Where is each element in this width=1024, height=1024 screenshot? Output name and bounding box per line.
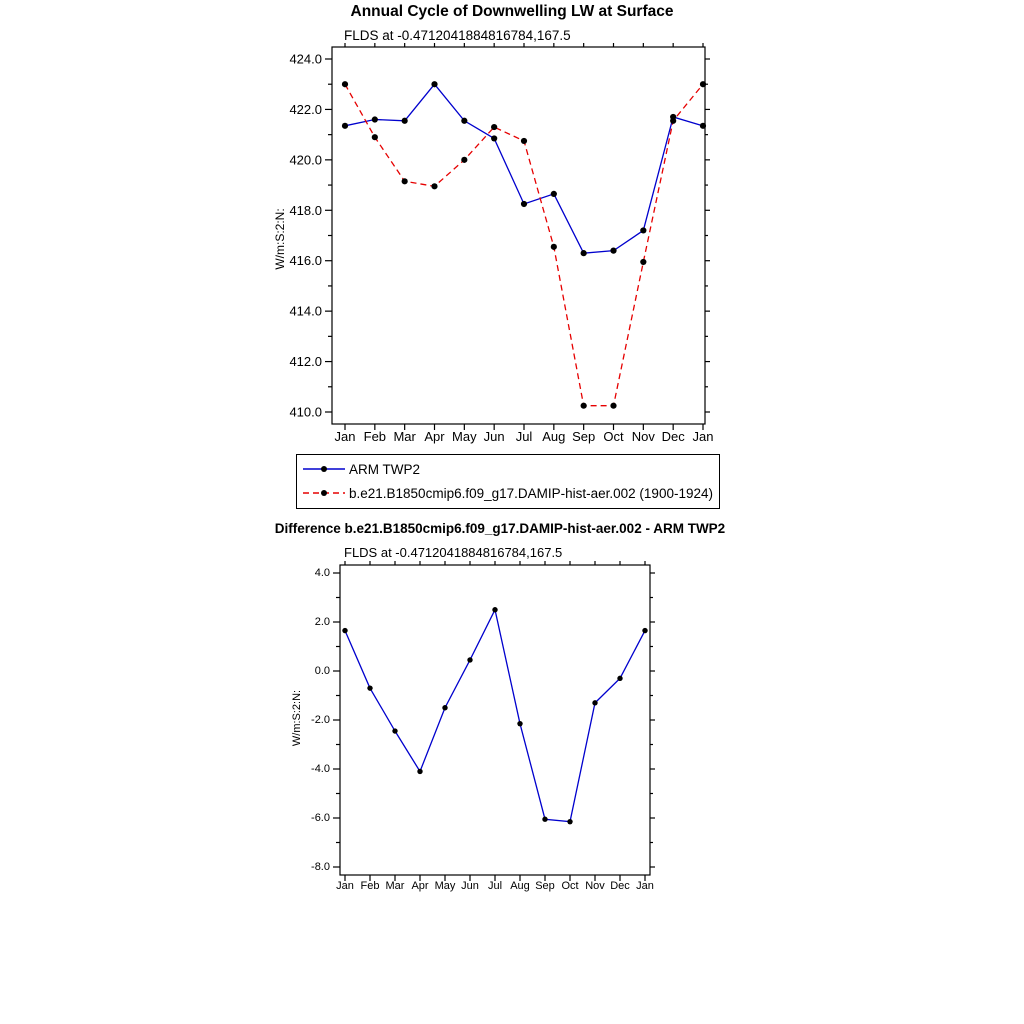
svg-text:0.0: 0.0: [314, 665, 330, 677]
svg-text:422.0: 422.0: [289, 101, 322, 117]
difference-chart-subtitle: FLDS at -0.4712041884816784,167.5: [344, 545, 563, 560]
svg-text:May: May: [452, 429, 477, 444]
top-chart-y-axis-label: W/m:S:2:N:: [273, 208, 287, 270]
svg-text:420.0: 420.0: [289, 152, 322, 168]
legend-line-solid-icon: [301, 459, 347, 479]
difference-chart-plot: [270, 558, 690, 903]
svg-text:Dec: Dec: [610, 880, 630, 892]
svg-text:Apr: Apr: [424, 429, 445, 444]
legend-label: ARM TWP2: [349, 461, 421, 477]
svg-text:Jul: Jul: [515, 429, 533, 444]
axes: [325, 43, 710, 430]
legend-label: b.e21.B1850cmip6.f09_g17.DAMIP-hist-aer.002 (1900-1924): [349, 485, 713, 501]
svg-text:-4.0: -4.0: [311, 763, 330, 775]
svg-text:-2.0: -2.0: [311, 714, 330, 726]
svg-text:Nov: Nov: [631, 429, 655, 444]
svg-text:412.0: 412.0: [289, 354, 322, 370]
svg-text:Apr: Apr: [411, 880, 429, 892]
svg-text:414.0: 414.0: [289, 303, 322, 319]
svg-text:424.0: 424.0: [289, 51, 322, 67]
svg-text:May: May: [434, 880, 456, 892]
svg-text:Jan: Jan: [692, 429, 714, 444]
svg-text:Nov: Nov: [585, 880, 605, 892]
svg-text:Jun: Jun: [461, 880, 479, 892]
svg-text:Mar: Mar: [385, 880, 405, 892]
svg-text:4.0: 4.0: [314, 567, 330, 579]
svg-text:Oct: Oct: [603, 429, 624, 444]
svg-text:Aug: Aug: [510, 880, 530, 892]
series-line-1: [345, 84, 703, 405]
svg-text:416.0: 416.0: [289, 253, 322, 269]
svg-text:Dec: Dec: [661, 429, 685, 444]
series-markers-0: [342, 81, 706, 256]
series-line-0: [345, 610, 645, 822]
svg-text:Jul: Jul: [487, 880, 503, 892]
legend: [296, 454, 720, 509]
top-chart-subtitle: FLDS at -0.4712041884816784,167.5: [344, 28, 571, 43]
tick-labels: [311, 567, 654, 892]
svg-text:Aug: Aug: [542, 429, 566, 444]
svg-text:Jan: Jan: [336, 880, 354, 892]
svg-text:Sep: Sep: [535, 880, 555, 892]
svg-text:418.0: 418.0: [289, 202, 322, 218]
series-markers-0: [342, 607, 647, 824]
svg-text:Feb: Feb: [363, 429, 387, 444]
svg-text:-6.0: -6.0: [311, 812, 330, 824]
legend-line-dashed-icon: [301, 483, 347, 503]
svg-text:Mar: Mar: [393, 429, 416, 444]
legend-item-model-run: [301, 481, 713, 505]
series-line-0: [345, 84, 703, 253]
difference-chart-y-axis-label: W/m:S:2:N:: [291, 689, 303, 747]
series-markers-1: [342, 81, 706, 409]
svg-text:Sep: Sep: [572, 429, 596, 444]
top-chart-title: Annual Cycle of Downwelling LW at Surface: [350, 3, 674, 20]
svg-text:410.0: 410.0: [289, 404, 322, 420]
svg-text:Oct: Oct: [561, 880, 579, 892]
legend-item-arm-twp2: [301, 457, 713, 481]
svg-text:Jun: Jun: [483, 429, 505, 444]
top-chart-plot: [260, 40, 770, 455]
svg-text:2.0: 2.0: [314, 616, 330, 628]
svg-text:-8.0: -8.0: [311, 861, 330, 873]
difference-chart-title: Difference b.e21.B1850cmip6.f09_g17.DAMIP-hist-aer.002 - ARM TWP2: [274, 521, 726, 536]
svg-text:Jan: Jan: [636, 880, 654, 892]
svg-text:Feb: Feb: [360, 880, 380, 892]
tick-labels: [289, 52, 713, 445]
svg-text:Jan: Jan: [334, 429, 356, 444]
